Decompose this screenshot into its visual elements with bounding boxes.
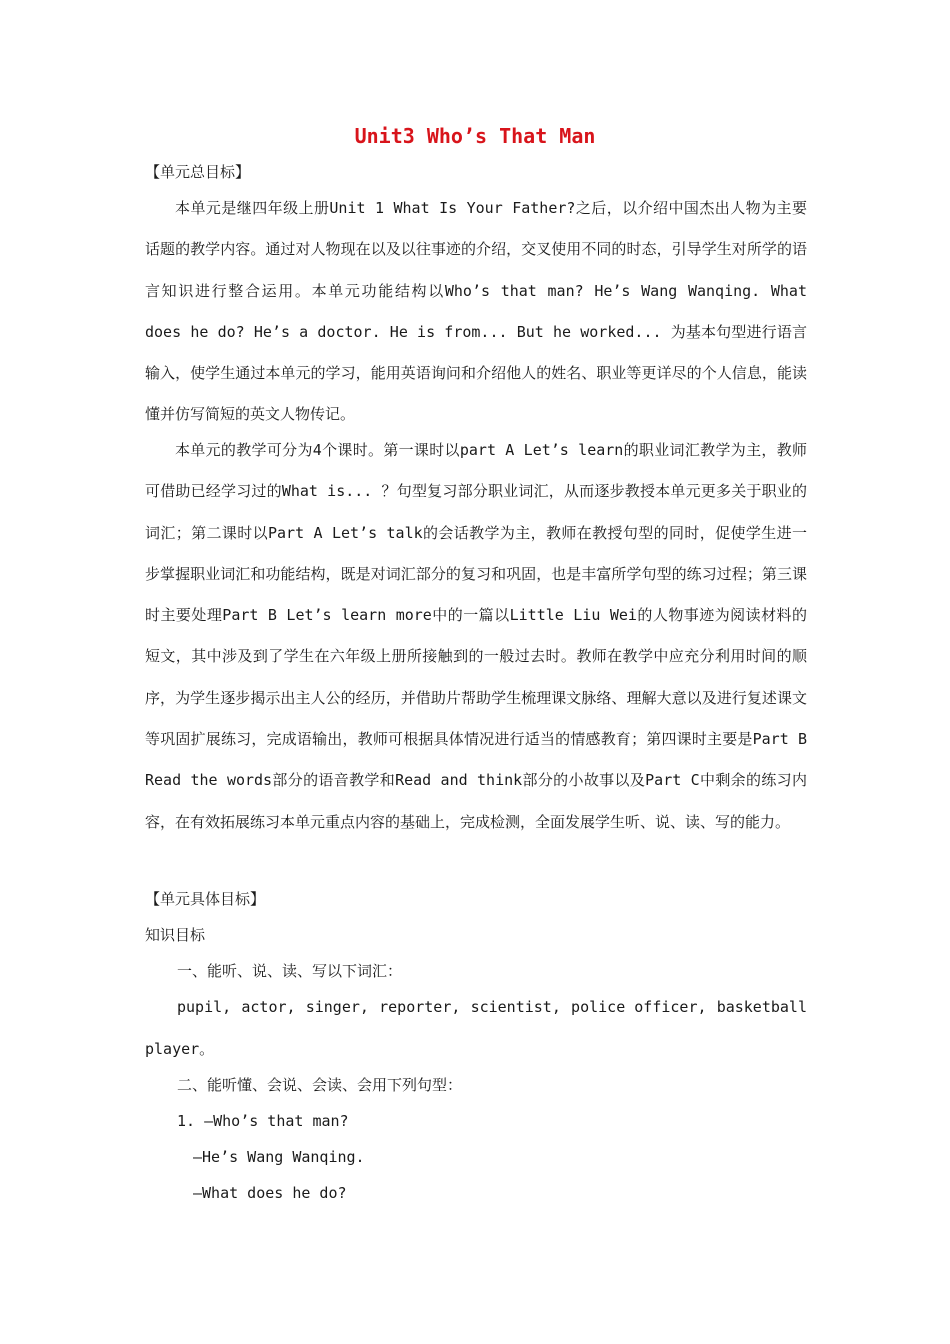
paragraph-unit-overview: 本单元是继四年级上册Unit 1 What Is Your Father?之后，以介绍中国杰出人物为主要话题的教学内容。通过对人物现在以及以往事迹的介绍，交叉使用不同的时态，引导学生对所学的语言知识进行整合运用。本单元功能结构以Who’s that man? He’s Wang Wanqing. What does he do? He’s a doctor. He is from... But he worked... 为基本句型进行语言输入，使学生通过本单元的学习，能用英语询问和介绍他人的姓名、职业等更详尽的个人信息，能读懂并仿写简短的英文人物传记。: [145, 199, 807, 424]
sentence-patterns-instruction: 二、能听懂、会说、会读、会用下列句型：: [177, 1076, 463, 1094]
vocab-continuation: player。: [145, 1040, 215, 1058]
paragraph-lesson-plan: 本单元的教学可分为4个课时。第一课时以part A Let’s learn的职业词汇教学为主，教师可借助已经学习过的What is... ？句型复习部分职业词汇，从而逐步教授本单元更多关于职业的词汇；第二课时以Part A Let’s talk的会话教学为主，教师在教授句型的同时，促使学生进一步掌握职业词汇和功能结构，既是对词汇部分的复习和巩固，也是丰富所学句型的练习过程；第三课时主要处理Part B Let’s learn more中的一篇以Little Liu Wei的人物事迹为阅读材料的短文，其中涉及到了学生在六年级上册所接触到的一般过去时。教师在教学中应充分利用时间的顺序，为学生逐步揭示出主人公的经历，并借助片帮助学生梳理课文脉络、理解大意以及进行复述课文等巩固扩展练习，完成语输出，教师可根据具体情况进行适当的情感教育；第四课时主要是Part B Read the words部分的语音教学和Read and think部分的小故事以及Part C中剩余的练习内容，在有效拓展练习本单元重点内容的基础上，完成检测，全面发展学生听、说、读、写的能力。: [145, 441, 807, 831]
vocab-list: [177, 997, 807, 1017]
dialog-line: 1. —Who’s that man?: [177, 1112, 349, 1130]
vocab-word: pupil,: [177, 998, 232, 1016]
vocab-instruction: 一、能听、说、读、写以下词汇：: [177, 962, 403, 980]
vocab-word: scientist,: [470, 998, 561, 1016]
document-title: Unit3 Who’s That Man: [354, 124, 596, 148]
vocab-word: actor,: [241, 998, 296, 1016]
section-heading-overall-goals: 【单元总目标】: [145, 163, 251, 181]
dialog-line: —What does he do?: [193, 1184, 347, 1202]
vocab-word: reporter,: [379, 998, 461, 1016]
vocab-word: singer,: [305, 998, 369, 1016]
knowledge-goals-heading: 知识目标: [145, 926, 206, 944]
vocab-word: police officer,: [571, 998, 707, 1016]
section-heading-specific-goals: 【单元具体目标】: [145, 890, 266, 908]
vocab-word: basketball: [716, 998, 807, 1016]
dialog-line: —He’s Wang Wanqing.: [193, 1148, 365, 1166]
